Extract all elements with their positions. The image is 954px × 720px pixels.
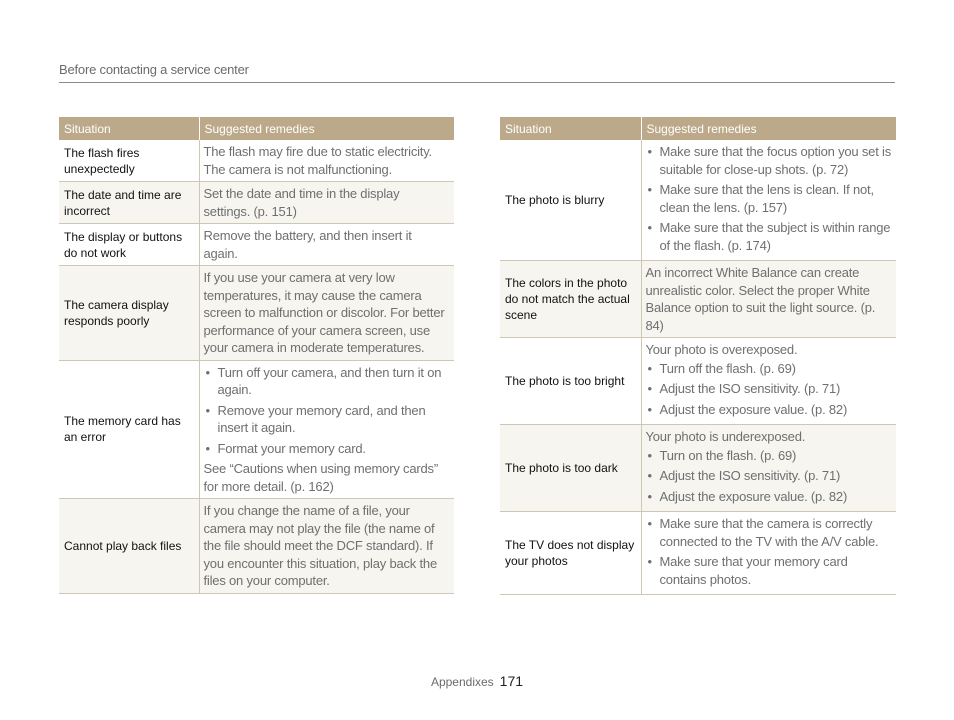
table-row — [59, 224, 454, 266]
situation-header: Situation — [500, 117, 641, 140]
remedy-note: See “Cautions when using memory cards” for more detail. (p. 162) — [203, 461, 438, 494]
remedy-cell — [199, 140, 454, 182]
troubleshooting-table-left — [59, 117, 454, 594]
table-row — [59, 266, 454, 361]
remedy-cell — [641, 261, 896, 338]
page-footer — [0, 673, 954, 691]
footer-section-label: Appendixes — [430, 675, 494, 689]
remedy-list-item: • Turn off your camera, and then turn it on again. — [204, 364, 450, 399]
remedy-text: Remove the battery, and then insert it again. — [203, 228, 412, 261]
table-row — [59, 140, 454, 182]
remedy-list-item: • Adjust the ISO sensitivity. (p. 71) — [646, 467, 892, 485]
table-row — [500, 425, 896, 512]
remedy-cell — [199, 266, 454, 361]
remedy-text: Set the date and time in the display settings. (p. 151) — [203, 186, 400, 219]
remedy-list-item: • Adjust the ISO sensitivity. (p. 71) — [646, 380, 892, 398]
remedy-list-item: • Remove your memory card, and then insert it again. — [204, 402, 450, 437]
table-header-row — [59, 117, 454, 140]
remedy-list — [204, 364, 450, 458]
remedy-list-item: • Adjust the exposure value. (p. 82) — [646, 488, 892, 506]
table-row — [59, 360, 454, 499]
situation-cell: The photo is blurry — [500, 140, 641, 261]
table-row — [500, 512, 896, 595]
remedy-list-item: • Make sure that your memory card contains photos. — [646, 553, 892, 588]
remedies-header: Suggested remedies — [199, 117, 454, 140]
remedy-cell — [199, 224, 454, 266]
situation-header: Situation — [59, 117, 199, 140]
remedy-text: If you use your camera at very low temperatures, it may cause the camera screen to malfunction or discolor. For better performance of your camera screen, use your camera in moderate temperatures. — [203, 270, 445, 355]
table-row — [500, 338, 896, 425]
remedy-cell — [199, 182, 454, 224]
remedy-cell — [641, 140, 896, 261]
remedy-list-item: • Make sure that the focus option you set is suitable for close-up shots. (p. 72) — [646, 143, 892, 178]
remedy-text: Your photo is underexposed. — [645, 429, 806, 444]
remedy-list-item: • Adjust the exposure value. (p. 82) — [646, 401, 892, 419]
situation-cell: The TV does not display your photos — [500, 512, 641, 595]
table-row — [500, 140, 896, 261]
remedy-list-item: • Turn off the flash. (p. 69) — [646, 360, 892, 378]
situation-cell: The photo is too bright — [500, 338, 641, 425]
remedy-cell — [199, 360, 454, 499]
remedy-text: If you change the name of a file, your camera may not play the file (the name of the file should meet the DCF standard). If you encounter this situation, play back the files on your computer. — [203, 503, 437, 588]
situation-cell: The display or buttons do not work — [59, 224, 199, 266]
table-row — [500, 261, 896, 338]
situation-cell: Cannot play back files — [59, 499, 199, 594]
remedy-list — [646, 360, 892, 419]
remedy-list — [646, 447, 892, 506]
remedy-list-item: • Make sure that the camera is correctly connected to the TV with the A/V cable. — [646, 515, 892, 550]
header-divider — [59, 82, 895, 83]
remedy-text: The flash may fire due to static electricity. The camera is not malfunctioning. — [203, 144, 432, 177]
situation-cell: The flash fires unexpectedly — [59, 140, 199, 182]
remedy-list-item: • Format your memory card. — [204, 440, 450, 458]
remedy-text: Your photo is overexposed. — [645, 342, 798, 357]
remedy-cell — [641, 512, 896, 595]
remedy-list-item: • Make sure that the lens is clean. If not, clean the lens. (p. 157) — [646, 181, 892, 216]
situation-cell: The camera display responds poorly — [59, 266, 199, 361]
remedy-list — [646, 515, 892, 588]
table-header-row — [500, 117, 896, 140]
table-row — [59, 499, 454, 594]
remedy-text: An incorrect White Balance can create unrealistic color. Select the proper White Balance option to suit the light source. (p. 84) — [645, 265, 876, 333]
situation-cell: The memory card has an error — [59, 360, 199, 499]
remedy-cell — [199, 499, 454, 594]
troubleshooting-table-right — [500, 117, 896, 595]
table-row — [59, 182, 454, 224]
situation-cell: The photo is too dark — [500, 425, 641, 512]
remedy-list — [646, 143, 892, 254]
remedy-list-item: • Turn on the flash. (p. 69) — [646, 447, 892, 465]
remedy-cell — [641, 425, 896, 512]
situation-cell: The colors in the photo do not match the actual scene — [500, 261, 641, 338]
page-section-title: Before contacting a service center — [59, 62, 249, 77]
remedy-cell — [641, 338, 896, 425]
remedy-list-item: • Make sure that the subject is within range of the flash. (p. 174) — [646, 219, 892, 254]
situation-cell: The date and time are incorrect — [59, 182, 199, 224]
page-number: 171 — [499, 673, 524, 689]
remedies-header: Suggested remedies — [641, 117, 896, 140]
